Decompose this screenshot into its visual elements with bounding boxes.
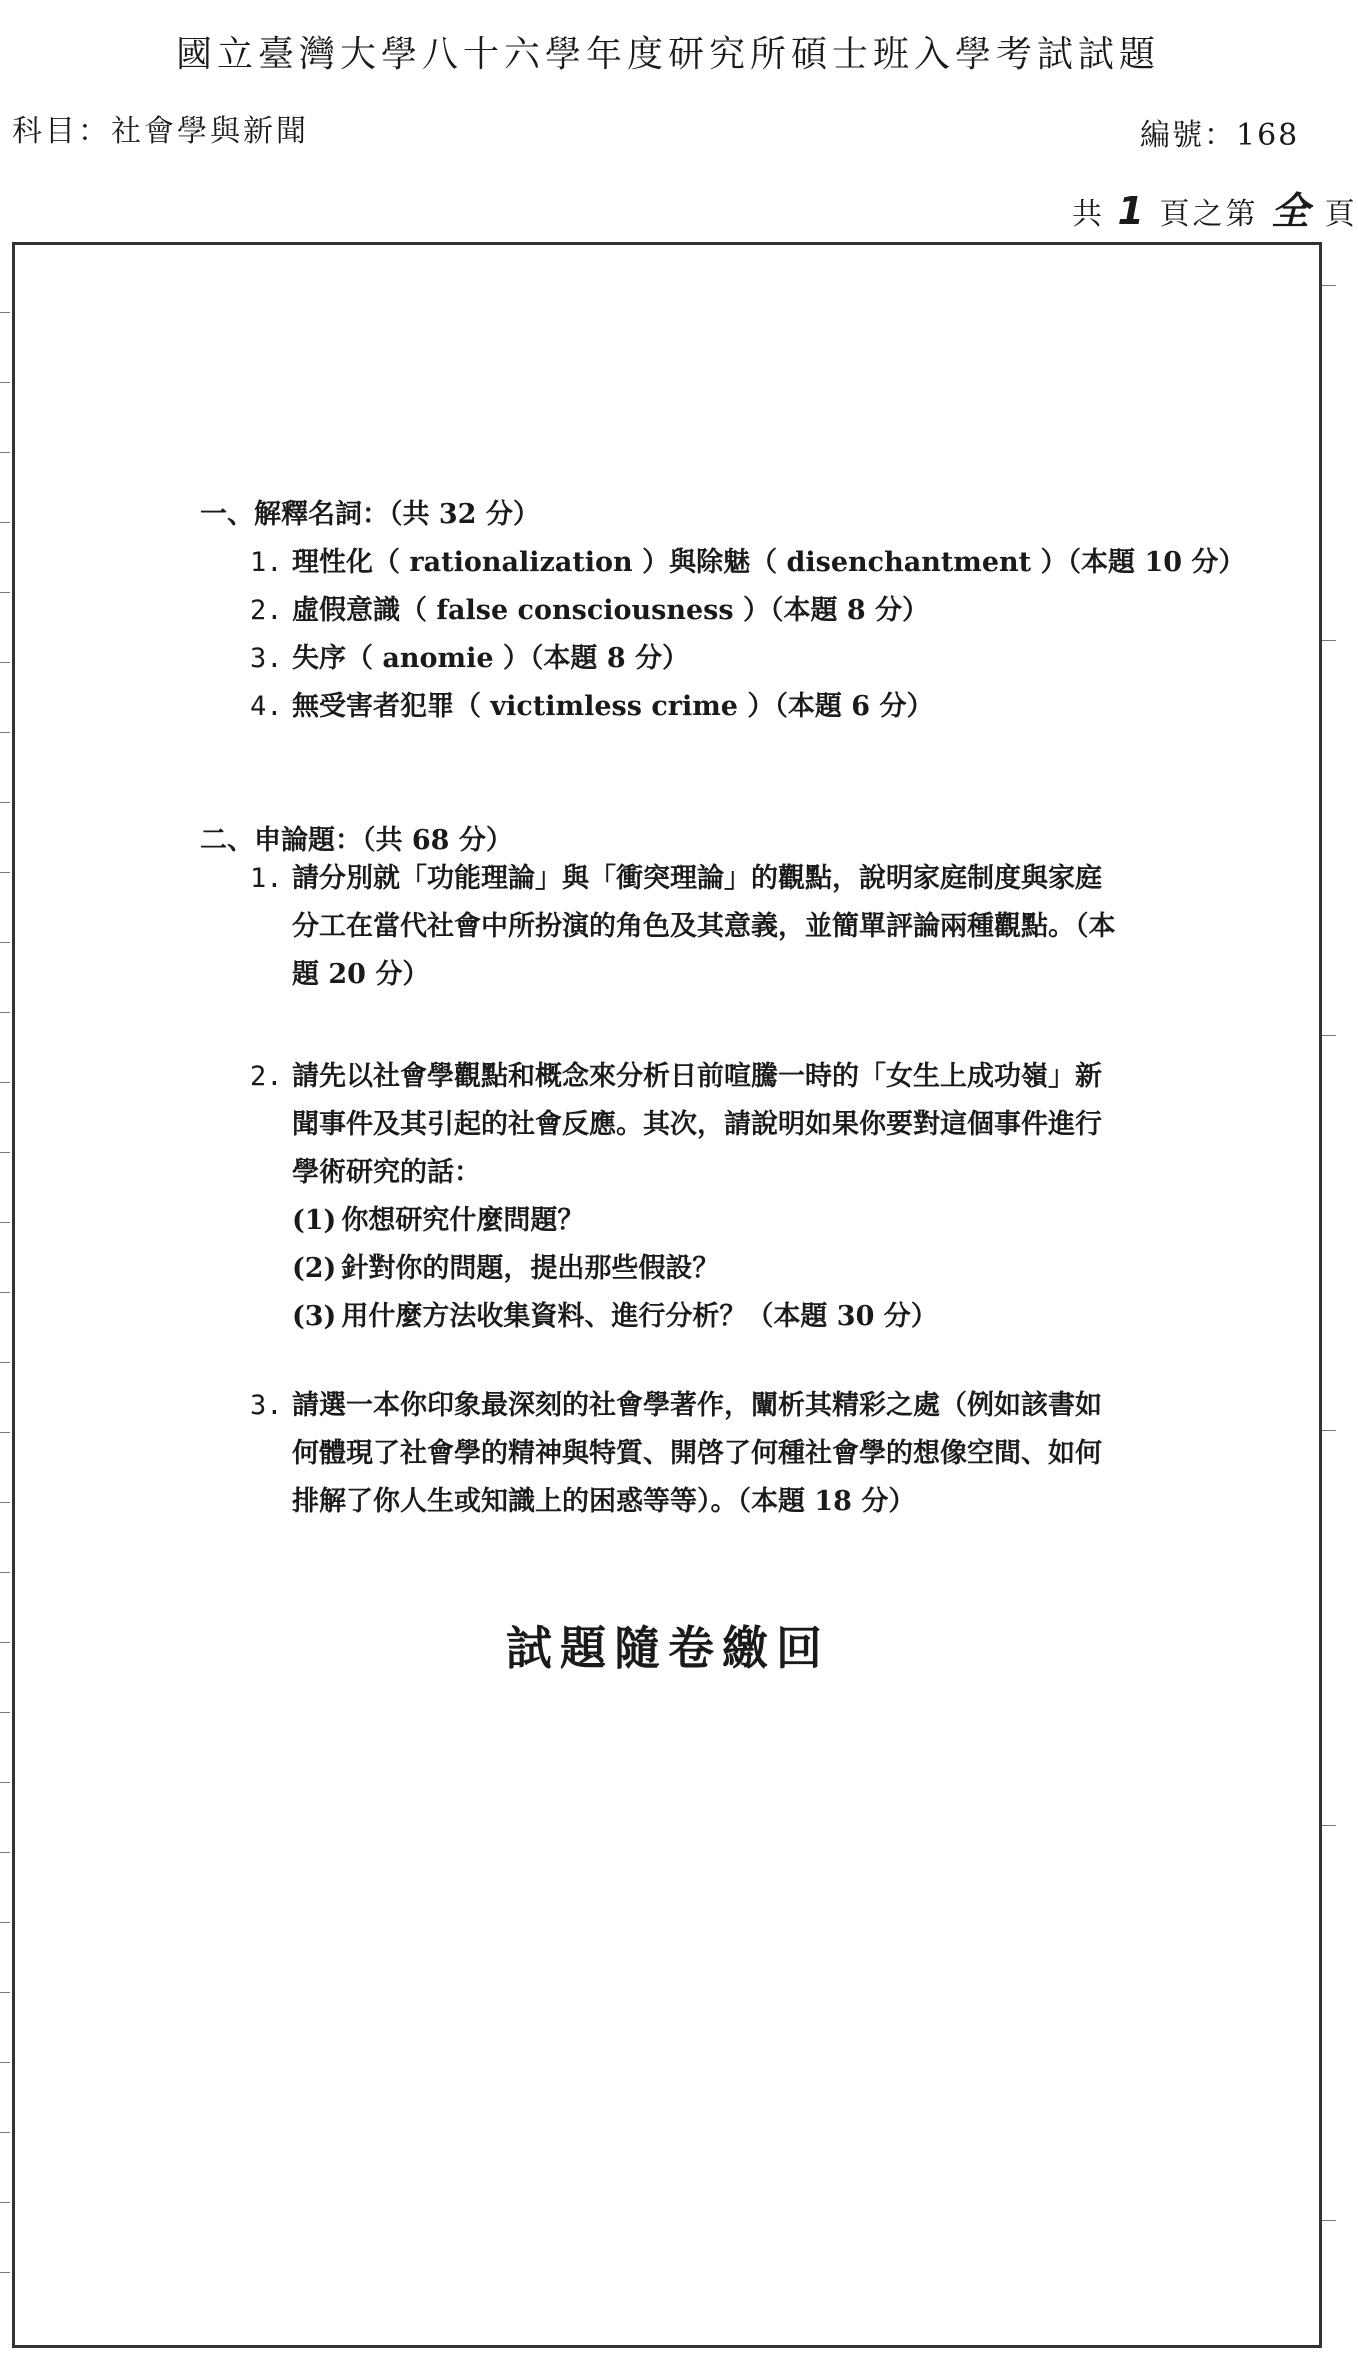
sub-question bbox=[250, 1245, 1120, 1293]
margin-tick bbox=[0, 732, 10, 733]
margin-tick bbox=[1322, 285, 1336, 286]
margin-tick bbox=[0, 522, 10, 523]
margin-tick bbox=[0, 592, 10, 593]
margin-tick bbox=[0, 1082, 10, 1083]
margin-tick bbox=[1322, 1825, 1336, 1826]
margin-tick bbox=[0, 312, 10, 313]
essay-question-1 bbox=[250, 855, 1120, 999]
margin-tick bbox=[0, 1852, 10, 1853]
question-number: 1. bbox=[250, 863, 283, 894]
margin-tick bbox=[1322, 640, 1336, 641]
margin-tick bbox=[0, 1572, 10, 1573]
question-number: 3. bbox=[250, 1390, 283, 1421]
item-number: 2. bbox=[250, 595, 283, 626]
sub-question-text: 用什麼方法收集資料、進行分析？（本題 30 分） bbox=[341, 1301, 938, 1332]
margin-tick bbox=[0, 1782, 10, 1783]
margin-tick bbox=[0, 2062, 10, 2063]
item-text: 理性化（ rationalization ）與除魅（ disenchantment ）（本題 10 分） bbox=[292, 547, 1246, 578]
margin-tick bbox=[0, 2272, 10, 2273]
section-1-heading: 一、解釋名詞：（共 32 分） bbox=[200, 499, 540, 530]
section-1-item bbox=[250, 588, 929, 627]
margin-tick bbox=[0, 802, 10, 803]
section-2-heading: 二、申論題：（共 68 分） bbox=[200, 825, 513, 856]
margin-tick bbox=[0, 1922, 10, 1923]
page-count bbox=[1072, 180, 1358, 235]
return-exam-stamp: 試題隨卷繳回 bbox=[506, 1621, 830, 1675]
sub-question bbox=[250, 1197, 1120, 1245]
question-line: 題 20 分） bbox=[292, 959, 430, 990]
question-line: 排解了你人生或知識上的困惑等等）。（本題 18 分） bbox=[292, 1486, 916, 1517]
question-number: 2. bbox=[250, 1061, 283, 1092]
sub-question-text: 針對你的問題，提出那些假設？ bbox=[341, 1253, 720, 1284]
exam-code: 編號：168 bbox=[1140, 118, 1300, 153]
essay-question-2 bbox=[250, 1053, 1120, 1341]
margin-tick bbox=[0, 382, 10, 383]
sub-question-label: (1) bbox=[292, 1205, 337, 1236]
section-1-item bbox=[250, 684, 933, 723]
margin-tick bbox=[0, 1012, 10, 1013]
item-text: 虛假意識（ false consciousness ）（本題 8 分） bbox=[292, 595, 930, 626]
question-line: 請分別就「功能理論」與「衝突理論」的觀點，說明家庭制度與家庭 bbox=[292, 863, 1102, 894]
item-number: 1. bbox=[250, 547, 283, 578]
margin-tick bbox=[0, 1712, 10, 1713]
margin-tick bbox=[0, 1992, 10, 1993]
item-text: 無受害者犯罪（ victimless crime ）（本題 6 分） bbox=[292, 691, 934, 722]
margin-tick bbox=[0, 1502, 10, 1503]
item-text: 失序（ anomie ）（本題 8 分） bbox=[292, 643, 690, 674]
item-number: 3. bbox=[250, 643, 283, 674]
margin-tick bbox=[1322, 2220, 1336, 2221]
sub-question-text: 你想研究什麼問題？ bbox=[341, 1205, 585, 1236]
question-line: 分工在當代社會中所扮演的角色及其意義，並簡單評論兩種觀點。（本 bbox=[292, 911, 1116, 942]
question-line: 何體現了社會學的精神與特質、開啓了何種社會學的想像空間、如何 bbox=[292, 1438, 1102, 1469]
exam-title: 國立臺灣大學八十六學年度研究所碩士班入學考試試題 bbox=[175, 34, 1160, 75]
margin-tick bbox=[0, 1222, 10, 1223]
question-line: 請選一本你印象最深刻的社會學著作，闡析其精彩之處（例如該書如 bbox=[292, 1390, 1102, 1421]
margin-tick bbox=[0, 2132, 10, 2133]
margin-tick bbox=[0, 452, 10, 453]
question-line: 聞事件及其引起的社會反應。其次，請說明如果你要對這個事件進行 bbox=[292, 1109, 1102, 1140]
margin-tick bbox=[0, 1432, 10, 1433]
margin-tick bbox=[0, 942, 10, 943]
margin-tick bbox=[0, 872, 10, 873]
page-count-suffix: 頁 bbox=[1324, 197, 1358, 232]
margin-tick bbox=[0, 2202, 10, 2203]
section-1-item bbox=[250, 636, 689, 675]
subject-label: 科目：社會學與新聞 bbox=[12, 114, 309, 149]
margin-tick bbox=[0, 662, 10, 663]
margin-tick bbox=[0, 1292, 10, 1293]
page-count-total: 1 bbox=[1117, 189, 1147, 233]
margin-tick bbox=[1322, 1430, 1336, 1431]
section-1-item bbox=[250, 540, 1245, 579]
margin-tick bbox=[1322, 1035, 1336, 1036]
essay-question-3 bbox=[250, 1382, 1120, 1526]
margin-tick bbox=[0, 1152, 10, 1153]
sub-question-label: (3) bbox=[292, 1301, 337, 1332]
question-line: 學術研究的話： bbox=[292, 1157, 481, 1188]
page-count-prefix: 共 bbox=[1072, 197, 1105, 232]
page-count-current: 全 bbox=[1271, 189, 1313, 233]
page-count-middle: 頁之第 bbox=[1159, 197, 1259, 232]
margin-tick bbox=[0, 1362, 10, 1363]
sub-question bbox=[250, 1293, 1120, 1341]
question-line: 請先以社會學觀點和概念來分析日前喧騰一時的「女生上成功嶺」新 bbox=[292, 1061, 1102, 1092]
sub-question-label: (2) bbox=[292, 1253, 337, 1284]
item-number: 4. bbox=[250, 691, 283, 722]
